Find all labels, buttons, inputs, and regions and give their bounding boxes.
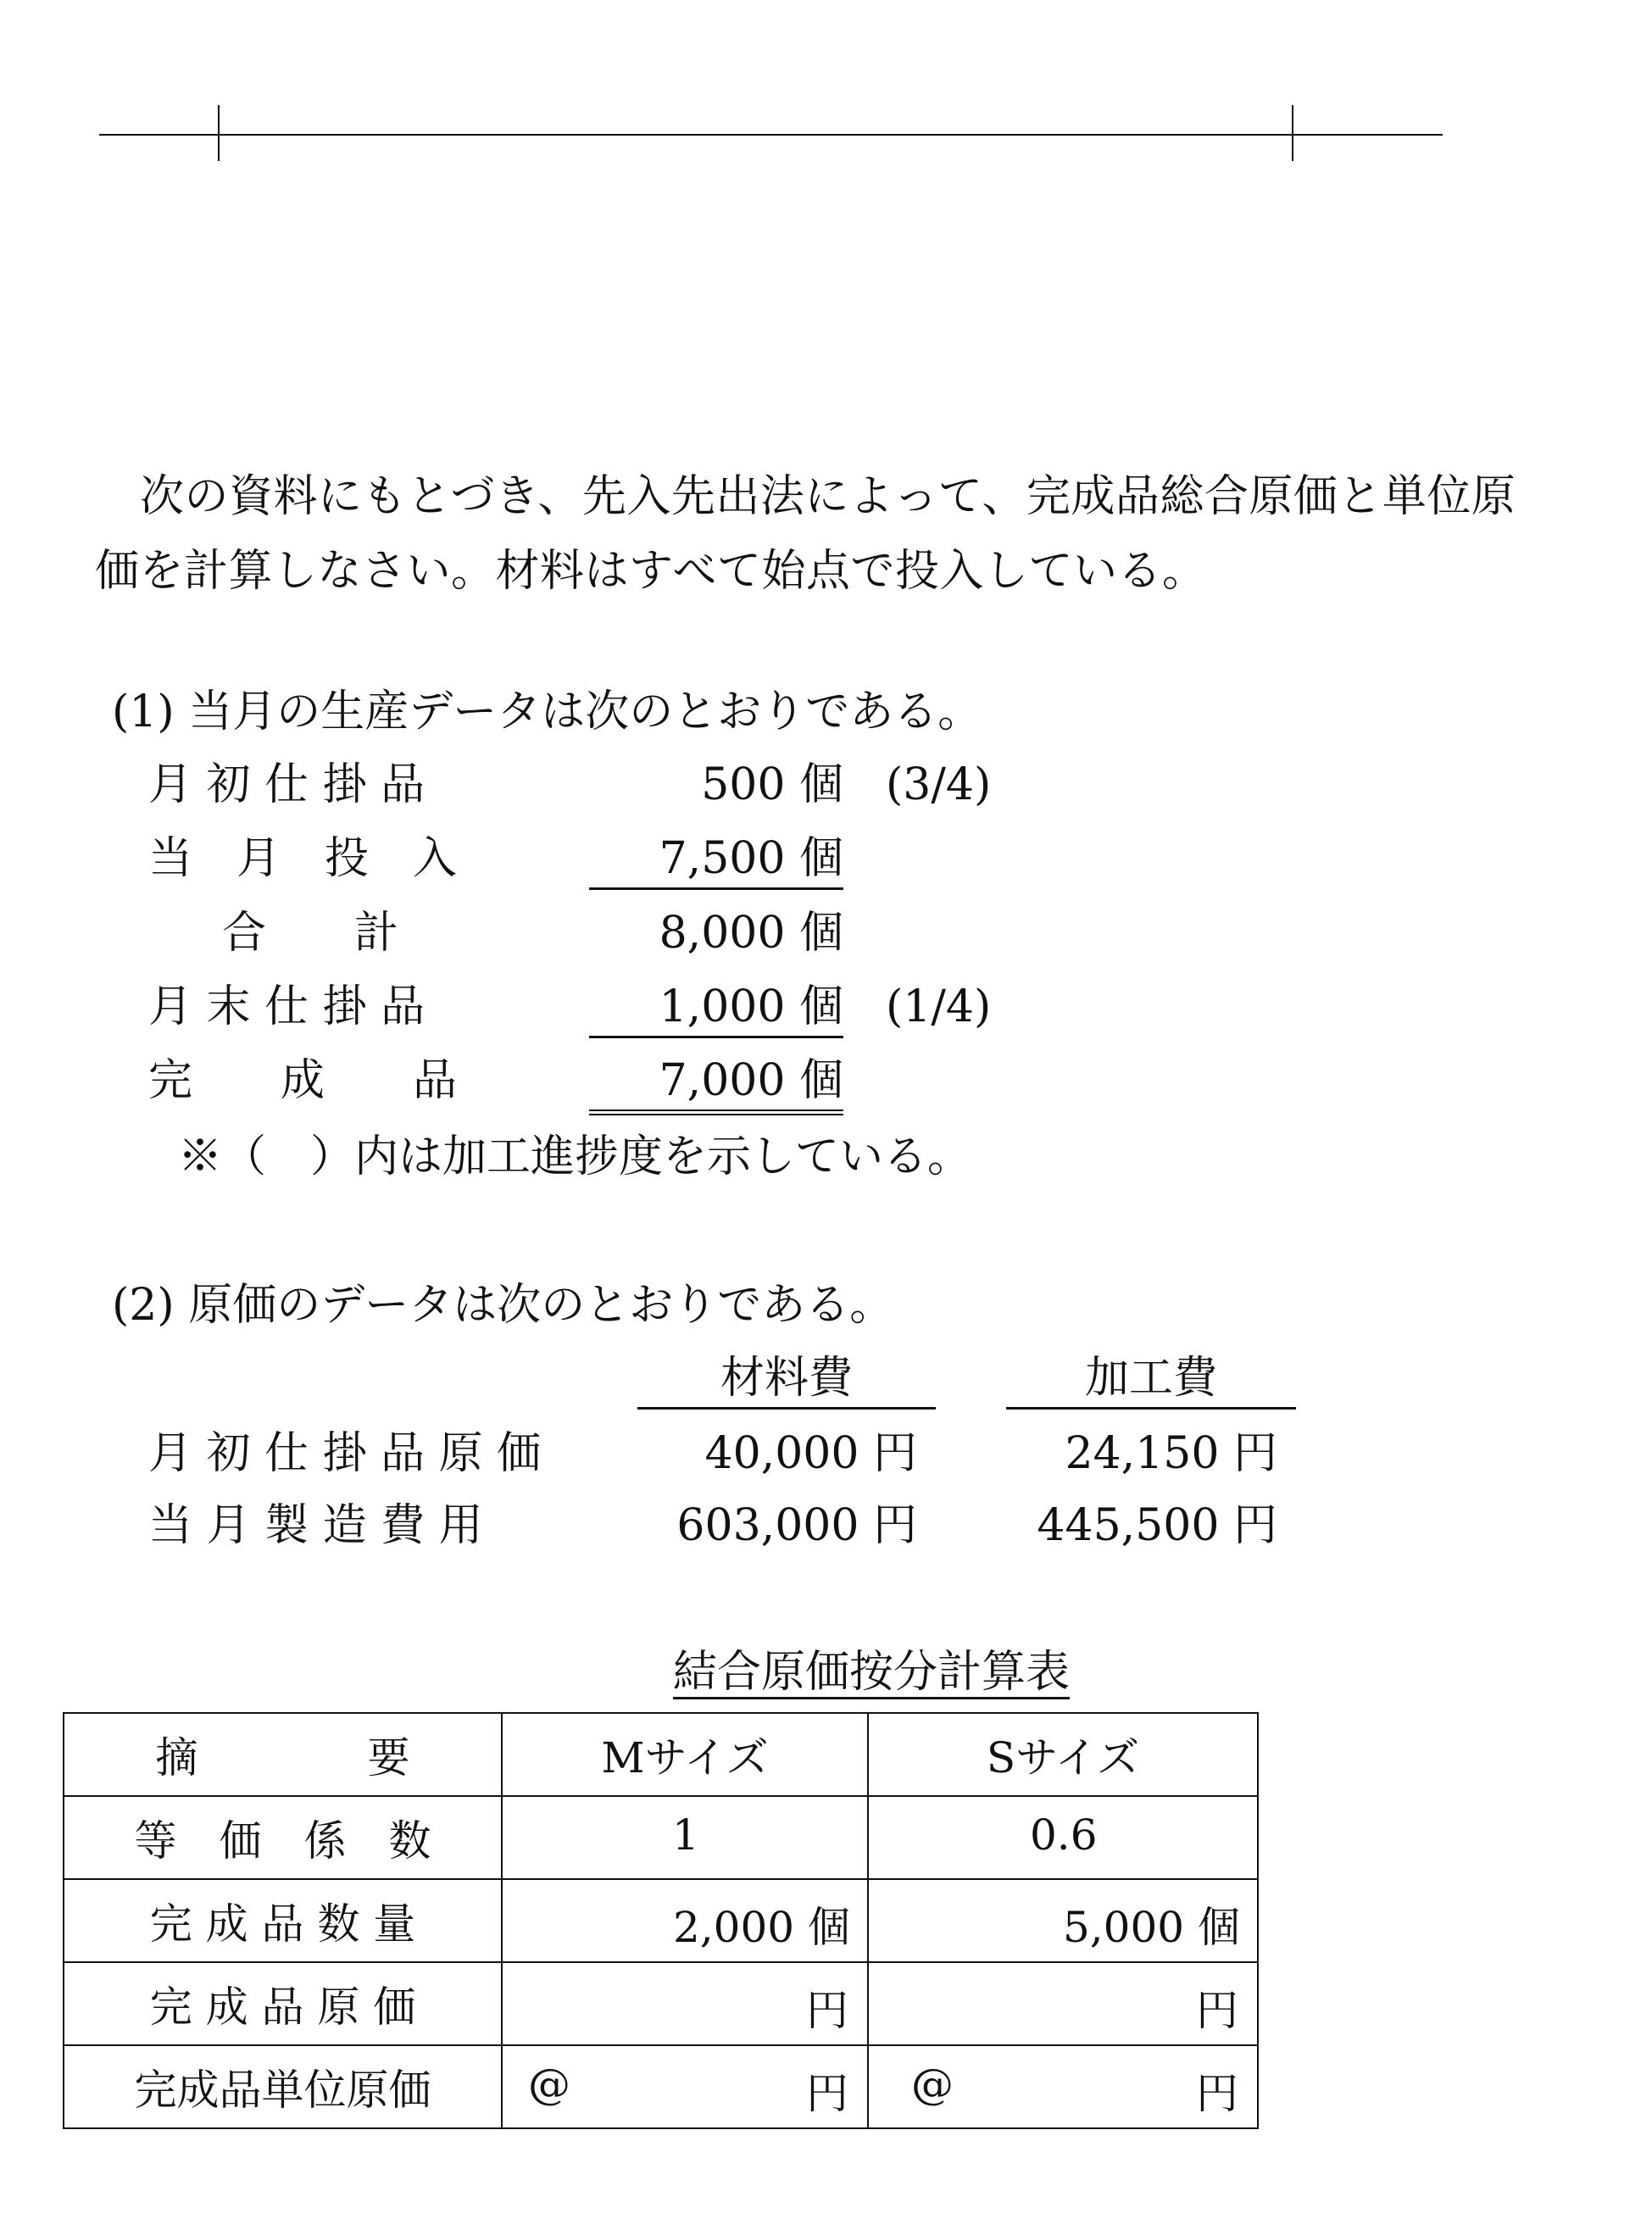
m-value-cell[interactable] — [502, 1796, 868, 1879]
m-value-cell[interactable] — [502, 1879, 868, 1962]
m-value: 1 — [672, 1810, 699, 1860]
row-label-cell: 等 価 係 数 — [64, 1796, 502, 1879]
cost-row-material-1: 40,000 円 — [704, 1428, 917, 1479]
prod-row-value-2: 7,500 個 — [589, 833, 843, 890]
table-row — [64, 1879, 1258, 1962]
header-m-cell: Mサイズ — [502, 1713, 868, 1796]
cost-row-processing-2: 445,500 円 — [1037, 1500, 1277, 1551]
prod-row-label-1: 月 初 仕 掛 品 — [148, 759, 426, 810]
s-value-cell[interactable] — [868, 1796, 1258, 1879]
m-value: 2,000 個 — [672, 1903, 850, 1952]
prod-row-label-5: 完 成 品 — [148, 1055, 458, 1106]
result-table-title: 結合原価按分計算表 — [673, 1647, 1071, 1698]
header-label-cell: 摘 要 — [64, 1713, 502, 1796]
prod-row-value-4: 1,000 個 — [589, 982, 843, 1038]
m-unit: 円 — [806, 1986, 848, 2035]
prod-row-value-1: 500 個 — [701, 759, 843, 810]
m-value-cell[interactable] — [502, 2045, 868, 2128]
instruction-line-1: 次の資料にもとづき、先入先出法によって、完成品総合原価と単位原 — [140, 471, 1516, 522]
header-tick-left — [218, 105, 220, 161]
prod-row-label-2: 当 月 投 入 — [148, 833, 458, 884]
col-header-processing: 加工費 — [1006, 1353, 1296, 1410]
prod-row-value-5: 7,000 個 — [589, 1055, 843, 1115]
cost-row-processing-1: 24,150 円 — [1065, 1428, 1277, 1479]
cost-row-label-2: 当 月 製 造 費 用 — [148, 1500, 483, 1551]
row-label-cell: 完 成 品 数 量 — [64, 1879, 502, 1962]
cost-row-label-1: 月 初 仕 掛 品 原 価 — [148, 1428, 542, 1479]
prod-row-progress-4: (1/4) — [886, 982, 992, 1032]
m-unit: 円 — [806, 2069, 848, 2118]
prod-row-progress-1: (3/4) — [886, 759, 992, 810]
s-unit: 円 — [1196, 2069, 1238, 2118]
header-rule — [99, 134, 1443, 136]
s-value-cell[interactable] — [868, 1962, 1258, 2045]
row-label-cell: 完 成 品 原 価 — [64, 1962, 502, 2045]
header-tick-right — [1292, 105, 1293, 161]
header-s-cell: Sサイズ — [868, 1713, 1258, 1796]
s-unit: 円 — [1196, 1986, 1238, 2035]
s-value-cell[interactable] — [868, 1879, 1258, 1962]
table-row — [64, 1796, 1258, 1879]
table-row — [64, 2045, 1258, 2128]
result-table — [63, 1712, 1259, 2129]
table-row — [64, 1962, 1258, 2045]
cost-row-material-2: 603,000 円 — [676, 1500, 917, 1551]
table-header-row — [64, 1713, 1258, 1796]
m-at-sign: @ — [528, 2060, 570, 2109]
row-label-cell: 完成品単位原価 — [64, 2045, 502, 2128]
prod-row-value-3: 8,000 個 — [659, 908, 843, 959]
section2-heading: (2) 原価のデータは次のとおりである。 — [112, 1280, 894, 1331]
prod-row-label-3: 合 計 — [222, 908, 399, 959]
instruction-line-2: 価を計算しなさい。材料はすべて始点で投入している。 — [95, 546, 1207, 597]
s-at-sign: @ — [911, 2060, 954, 2109]
section1-note: ※（ ）内は加工進捗度を示している。 — [178, 1132, 972, 1182]
s-value-cell[interactable] — [868, 2045, 1258, 2128]
m-value-cell[interactable] — [502, 1962, 868, 2045]
s-value: 5,000 個 — [1062, 1903, 1240, 1952]
prod-row-label-4: 月 末 仕 掛 品 — [148, 982, 426, 1032]
section1-heading: (1) 当月の生産データは次のとおりである。 — [112, 687, 982, 737]
col-header-material: 材料費 — [637, 1353, 936, 1410]
s-value: 0.6 — [1030, 1810, 1098, 1860]
